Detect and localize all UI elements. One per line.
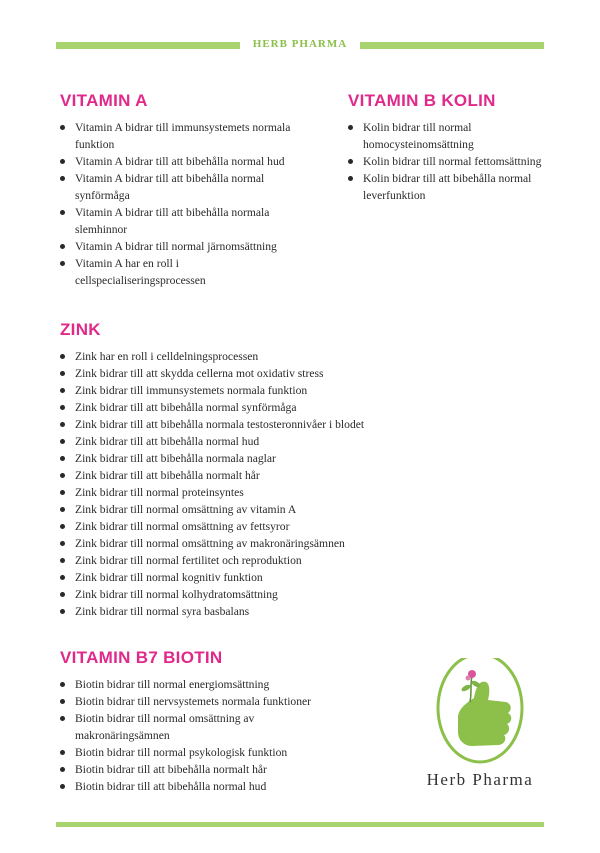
list-item: Biotin bidrar till att bibehålla normalt hår [60,761,350,778]
list-item: Zink bidrar till immunsystemets normala funktion [60,382,390,399]
list-item: Zink bidrar till normal omsättning av makronäringsämnen [60,535,390,552]
list-item: Zink bidrar till normal kolhydratomsättning [60,586,390,603]
section-title: VITAMIN A [60,91,148,110]
list-item: Zink har en roll i celldelningsprocessen [60,348,390,365]
logo-wordmark: Herb Pharma [426,770,534,789]
benefit-list [60,676,350,795]
list-item: Zink bidrar till att bibehålla normalt hår [60,467,390,484]
list-item: Vitamin A bidrar till att bibehålla normal synförmåga [60,170,300,204]
list-item: Biotin bidrar till normal omsättning av makronäringsämnen [60,710,350,744]
list-item: Zink bidrar till att bibehålla normal hud [60,433,390,450]
list-item: Vitamin A bidrar till immunsystemets normala funktion [60,119,300,153]
list-item: Zink bidrar till normal omsättning av vitamin A [60,501,390,518]
list-item: Zink bidrar till normal omsättning av fettsyror [60,518,390,535]
footer-divider [56,822,544,827]
section-title: VITAMIN B7 BIOTIN [60,648,223,667]
list-item: Biotin bidrar till att bibehålla normal hud [60,778,350,795]
section-title: VITAMIN B KOLIN [348,91,496,110]
list-item: Zink bidrar till att bibehålla normala naglar [60,450,390,467]
header-brand: HERB PHARMA [252,38,348,50]
list-item: Biotin bidrar till normal energiomsättning [60,676,350,693]
list-item: Biotin bidrar till nervsystemets normala funktioner [60,693,350,710]
list-item: Zink bidrar till att bibehålla normal synförmåga [60,399,390,416]
list-item: Kolin bidrar till normal homocysteinomsättning [348,119,553,153]
list-item: Vitamin A bidrar till normal järnomsättning [60,238,300,255]
header-divider-right [360,42,544,49]
list-item: Biotin bidrar till normal psykologisk funktion [60,744,350,761]
benefit-list [60,348,390,620]
list-item: Zink bidrar till normal fertilitet och reproduktion [60,552,390,569]
list-item: Zink bidrar till normal proteinsyntes [60,484,390,501]
section-zink [60,320,390,620]
section-vitamin-a [60,91,300,289]
list-item: Vitamin A har en roll i cellspecialiseringsprocessen [60,255,300,289]
list-item: Zink bidrar till normal syra basbalans [60,603,390,620]
benefit-list [348,119,553,204]
list-item: Kolin bidrar till normal fettomsättning [348,153,553,170]
list-item: Zink bidrar till att skydda cellerna mot oxidativ stress [60,365,390,382]
section-title: ZINK [60,320,101,339]
section-vitamin-b-kolin [348,91,553,204]
header-divider-left [56,42,240,49]
list-item: Kolin bidrar till att bibehålla normal leverfunktion [348,170,553,204]
list-item: Vitamin A bidrar till att bibehålla normal hud [60,153,300,170]
section-biotin [60,648,350,795]
benefit-list [60,119,300,289]
list-item: Vitamin A bidrar till att bibehålla normala slemhinnor [60,204,300,238]
list-item: Zink bidrar till att bibehålla normala testosteronnivåer i blodet [60,416,390,433]
list-item: Zink bidrar till normal kognitiv funktion [60,569,390,586]
